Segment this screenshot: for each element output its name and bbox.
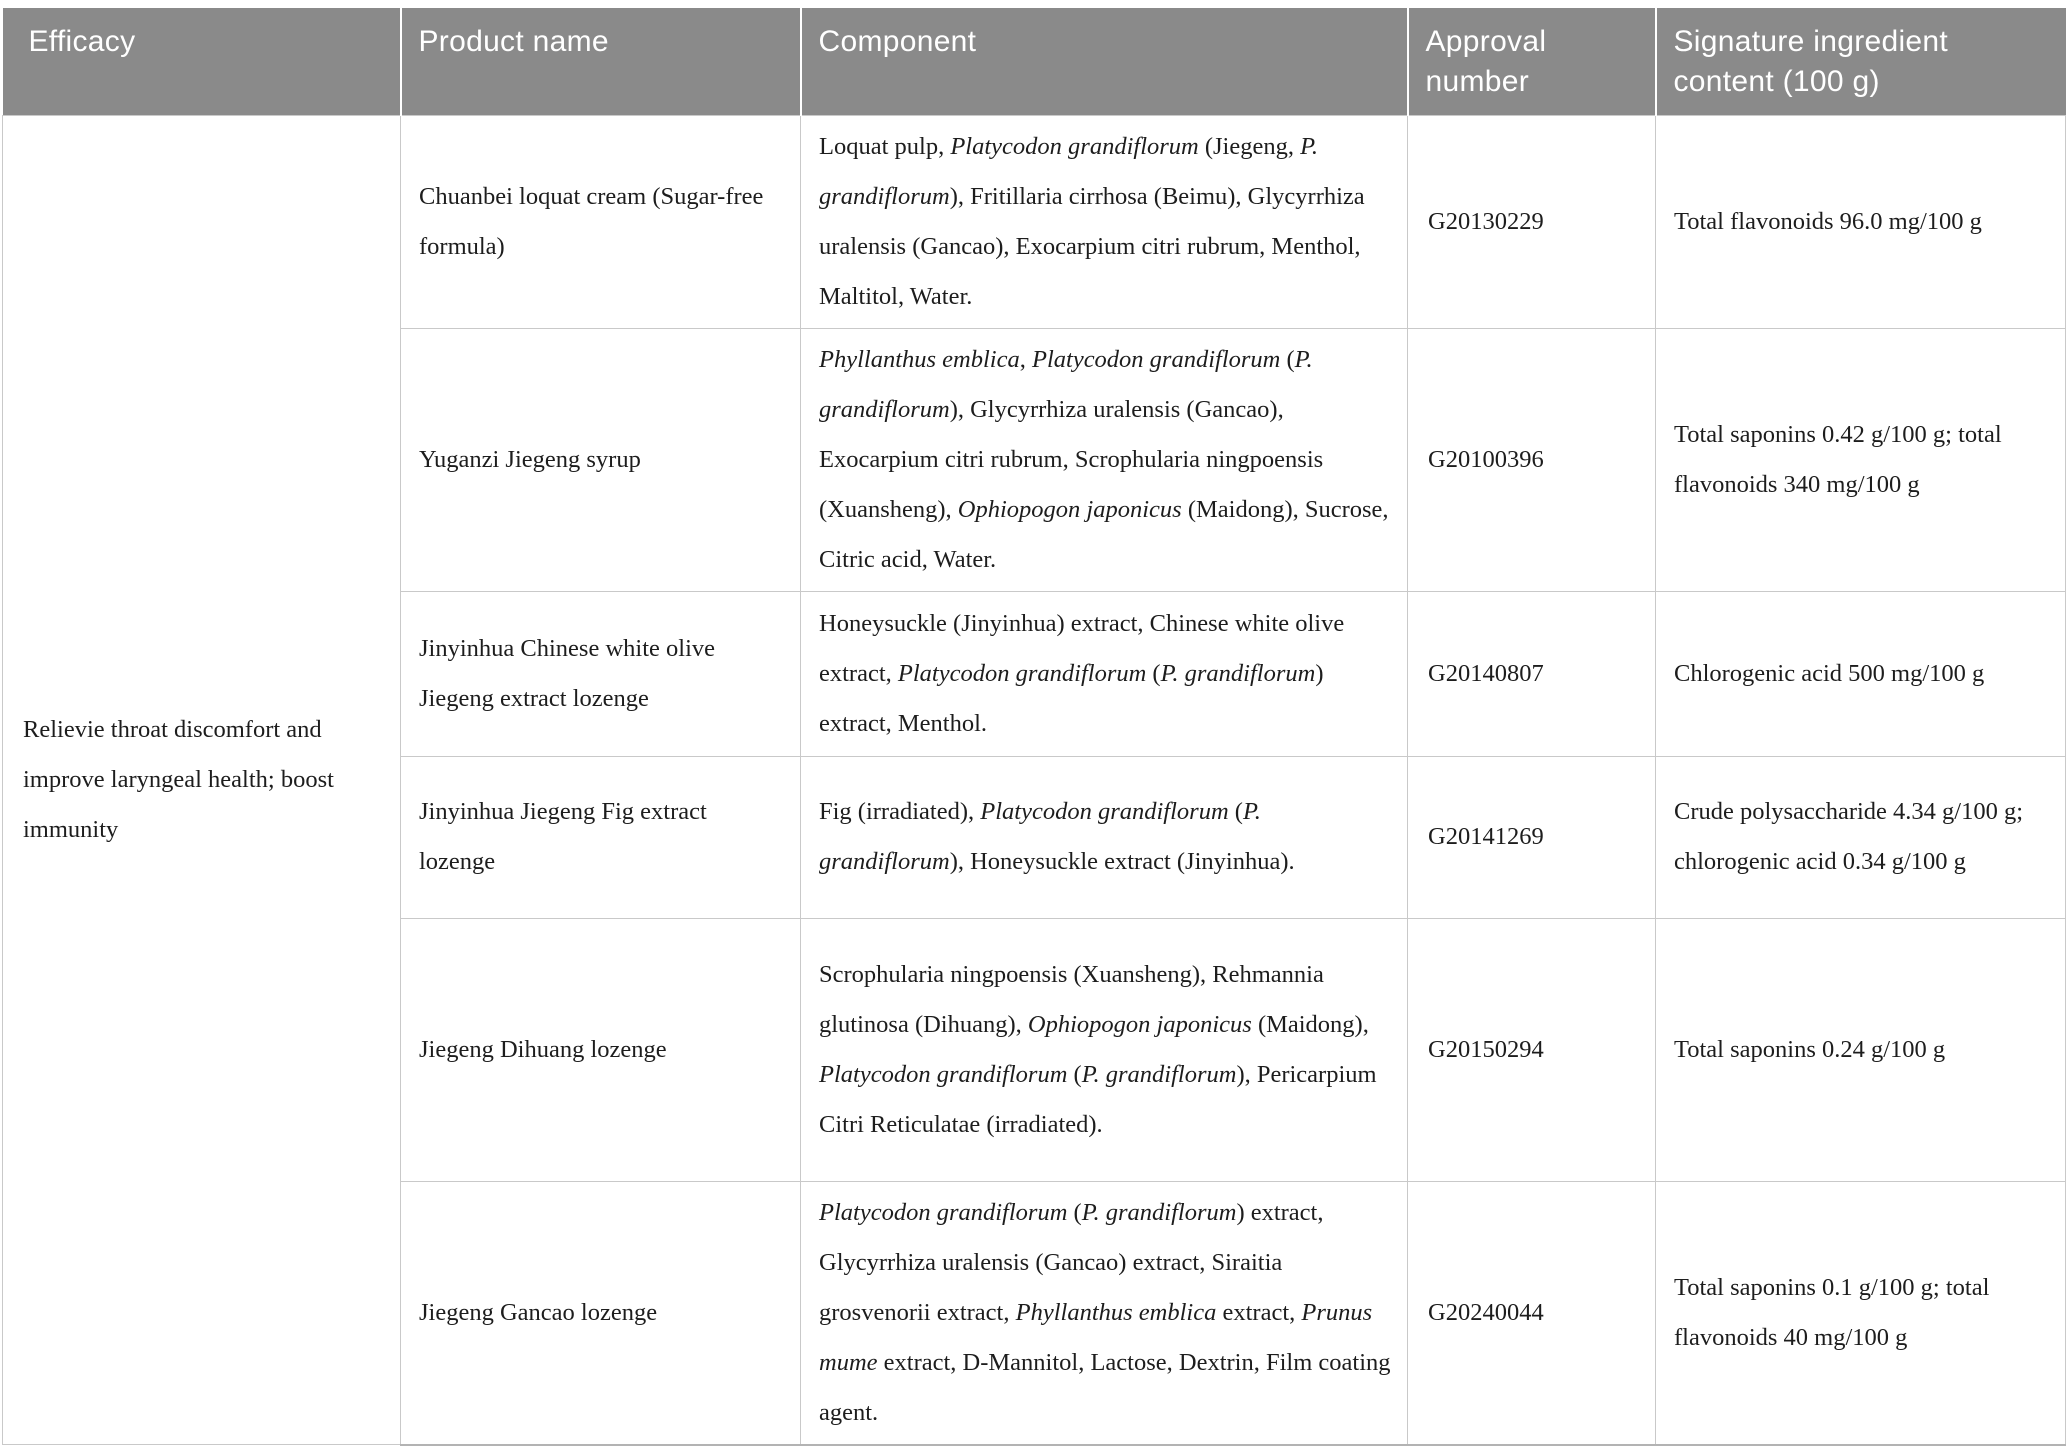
- product-name-cell: Chuanbei loquat cream (Sugar-free formula): [401, 115, 801, 328]
- signature-content-cell: Crude polysaccharide 4.34 g/100 g; chlorogenic acid 0.34 g/100 g: [1656, 756, 2066, 918]
- header-row: [3, 8, 2066, 115]
- col-header-approval: Approval number: [1408, 8, 1656, 115]
- approval-number-cell: G20141269: [1408, 756, 1656, 918]
- component-cell: Scrophularia ningpoensis (Xuansheng), Rehmannia glutinosa (Dihuang), Ophiopogon japonicus (Maidong), Platycodon grandiflorum (P. grandiflorum), Pericarpium Citri Reticulatae (irradiated).: [801, 918, 1408, 1181]
- product-name-cell: Jiegeng Dihuang lozenge: [401, 918, 801, 1181]
- signature-content-cell: Total saponins 0.24 g/100 g: [1656, 918, 2066, 1181]
- product-name-cell: Yuganzi Jiegeng syrup: [401, 328, 801, 591]
- approval-number-cell: G20150294: [1408, 918, 1656, 1181]
- component-cell: Honeysuckle (Jinyinhua) extract, Chinese white olive extract, Platycodon grandiflorum (P. grandiflorum) extract, Menthol.: [801, 591, 1408, 756]
- products-table: [2, 8, 2066, 1446]
- component-cell: Loquat pulp, Platycodon grandiflorum (Jiegeng, P. grandiflorum), Fritillaria cirrhosa (Beimu), Glycyrrhiza uralensis (Gancao), Exocarpium citri rubrum, Menthol, Maltitol, Water.: [801, 115, 1408, 328]
- component-cell: Fig (irradiated), Platycodon grandiflorum (P. grandiflorum), Honeysuckle extract (Jinyinhua).: [801, 756, 1408, 918]
- approval-number-cell: G20130229: [1408, 115, 1656, 328]
- signature-content-cell: Total saponins 0.1 g/100 g; total flavonoids 40 mg/100 g: [1656, 1181, 2066, 1445]
- component-cell: Phyllanthus emblica, Platycodon grandiflorum (P. grandiflorum), Glycyrrhiza uralensis (Gancao), Exocarpium citri rubrum, Scrophularia ningpoensis (Xuansheng), Ophiopogon japonicus (Maidong), Sucrose, Citric acid, Water.: [801, 328, 1408, 591]
- signature-content-cell: Chlorogenic acid 500 mg/100 g: [1656, 591, 2066, 756]
- signature-content-cell: Total flavonoids 96.0 mg/100 g: [1656, 115, 2066, 328]
- signature-content-cell: Total saponins 0.42 g/100 g; total flavonoids 340 mg/100 g: [1656, 328, 2066, 591]
- table-row: [3, 115, 2066, 328]
- col-header-product: Product name: [401, 8, 801, 115]
- product-name-cell: Jinyinhua Chinese white olive Jiegeng extract lozenge: [401, 591, 801, 756]
- component-cell: Platycodon grandiflorum (P. grandiflorum) extract, Glycyrrhiza uralensis (Gancao) extract, Siraitia grosvenorii extract, Phyllanthus emblica extract, Prunus mume extract, D-Mannitol, Lactose, Dextrin, Film coating agent.: [801, 1181, 1408, 1445]
- product-name-cell: Jinyinhua Jiegeng Fig extract lozenge: [401, 756, 801, 918]
- approval-number-cell: G20140807: [1408, 591, 1656, 756]
- col-header-efficacy: Efficacy: [3, 8, 401, 115]
- efficacy-cell: Relievie throat discomfort and improve laryngeal health; boost immunity: [3, 115, 401, 1445]
- col-header-signature: Signature ingredient content (100 g): [1656, 8, 2066, 115]
- product-name-cell: Jiegeng Gancao lozenge: [401, 1181, 801, 1445]
- approval-number-cell: G20240044: [1408, 1181, 1656, 1445]
- approval-number-cell: G20100396: [1408, 328, 1656, 591]
- col-header-component: Component: [801, 8, 1408, 115]
